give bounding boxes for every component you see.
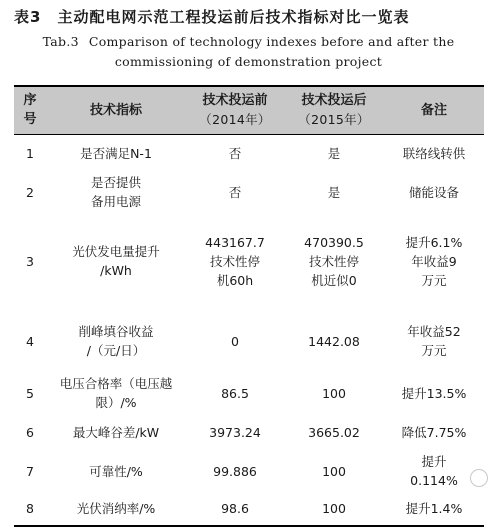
cell-index: 6 bbox=[26, 424, 34, 440]
cell-after-line: 470390.5 bbox=[304, 234, 364, 250]
cell-after-line: 3665.02 bbox=[308, 424, 360, 440]
table-body bbox=[14, 134, 484, 526]
cell-before-line: 机60h bbox=[216, 272, 254, 288]
cell-note-line: 万元 bbox=[421, 343, 447, 358]
cell-after-line: 是 bbox=[327, 184, 341, 200]
table-caption-en-line1 bbox=[0, 32, 497, 52]
table-header bbox=[14, 86, 484, 134]
cell-before-line: 443167.7 bbox=[205, 234, 265, 250]
cell-note bbox=[384, 310, 484, 372]
cell-name bbox=[46, 450, 186, 492]
cell-note-line: 提升13.5% bbox=[401, 385, 467, 401]
cell-after bbox=[284, 212, 384, 310]
cell-name-line: 光伏发电量提升 bbox=[72, 244, 160, 259]
cell-before-line: 86.5 bbox=[221, 385, 249, 401]
header-before-line1: 技术投运前 bbox=[202, 93, 268, 109]
cell-note-line: 提升 bbox=[421, 454, 447, 469]
table-row bbox=[14, 492, 484, 526]
cell-name-line: 是否提供 bbox=[90, 175, 141, 190]
cell-note bbox=[384, 134, 484, 172]
table-row bbox=[14, 310, 484, 372]
header-index bbox=[14, 86, 46, 134]
cell-note-line: 年收益52 bbox=[407, 324, 461, 339]
table-number-cn: 表3 bbox=[14, 8, 42, 26]
cell-after-line: 技术性停 bbox=[308, 253, 359, 269]
cell-after bbox=[284, 450, 384, 492]
cell-name bbox=[46, 492, 186, 526]
header-index-line1: 序 bbox=[23, 93, 37, 109]
cell-name-line: 备用电源 bbox=[90, 194, 141, 209]
cell-note-line: 年收益9 bbox=[411, 253, 457, 269]
table-row bbox=[14, 172, 484, 212]
cell-after-line: 100 bbox=[322, 385, 346, 401]
cell-after bbox=[284, 372, 384, 414]
cell-index: 1 bbox=[26, 145, 34, 161]
cell-name-line: 光伏消纳率/% bbox=[76, 501, 156, 516]
cell-index: 4 bbox=[26, 333, 34, 349]
table-caption-en bbox=[0, 32, 497, 72]
table-row bbox=[14, 134, 484, 172]
cell-before-line: 3973.24 bbox=[209, 424, 261, 440]
cell-note bbox=[384, 492, 484, 526]
cell-before bbox=[186, 492, 284, 526]
cell-name-line: 最大峰谷差/kW bbox=[72, 424, 160, 440]
cell-name bbox=[46, 172, 186, 212]
cell-name bbox=[46, 310, 186, 372]
cell-note-line: 降低7.75% bbox=[401, 424, 467, 440]
header-before bbox=[186, 86, 284, 134]
table-title-en-line1: Comparison of technology indexes before and after the bbox=[88, 34, 455, 49]
cell-note bbox=[384, 450, 484, 492]
header-after bbox=[284, 86, 384, 134]
table-title-cn: 主动配电网示范工程投运前后技术指标对比一览表 bbox=[57, 8, 410, 26]
cell-before bbox=[186, 212, 284, 310]
cell-note-line: 提升1.4% bbox=[405, 501, 463, 516]
cell-index: 2 bbox=[26, 184, 34, 200]
cell-before-line: 0 bbox=[231, 333, 239, 349]
cell-name-line: 可靠性/% bbox=[89, 463, 143, 479]
cell-name-line: 削峰填谷收益 bbox=[78, 324, 154, 339]
cell-before bbox=[186, 310, 284, 372]
cell-name bbox=[46, 372, 186, 414]
cell-name-line: 电压合格率（电压越限）/% bbox=[59, 376, 173, 410]
cell-note-line: 万元 bbox=[421, 272, 447, 288]
header-indicator: 技术指标 bbox=[46, 86, 186, 134]
cell-name-line: /kWh bbox=[100, 263, 132, 278]
cell-index: 5 bbox=[26, 385, 34, 401]
header-after-line2: （2015年） bbox=[298, 112, 370, 128]
cell-after bbox=[284, 492, 384, 526]
cell-index: 3 bbox=[26, 253, 34, 269]
header-row bbox=[14, 86, 484, 134]
cell-after bbox=[284, 134, 384, 172]
watermark bbox=[470, 469, 491, 487]
table-row bbox=[14, 414, 484, 450]
cell-name-line: 是否满足N-1 bbox=[80, 145, 152, 161]
cell-before bbox=[186, 372, 284, 414]
table-title-en-line2: commissioning of demonstration project bbox=[114, 54, 383, 69]
cell-after-line: 100 bbox=[322, 501, 346, 516]
cell-after-line: 机近似0 bbox=[311, 272, 357, 288]
header-note: 备注 bbox=[384, 86, 484, 134]
comparison-table bbox=[14, 85, 484, 527]
cell-note-line: 联络线转供 bbox=[402, 145, 466, 161]
table-row bbox=[14, 372, 484, 414]
cell-name bbox=[46, 212, 186, 310]
cell-after bbox=[284, 310, 384, 372]
header-before-line2: （2014年） bbox=[199, 112, 271, 128]
cell-before-line: 否 bbox=[228, 184, 242, 200]
cell-name bbox=[46, 134, 186, 172]
cell-before bbox=[186, 414, 284, 450]
cell-before-line: 技术性停 bbox=[209, 253, 260, 269]
cell-after bbox=[284, 414, 384, 450]
cell-note-line: 0.114% bbox=[410, 473, 458, 488]
cell-before-line: 否 bbox=[228, 145, 242, 161]
cell-note-line: 提升6.1% bbox=[405, 234, 463, 250]
cell-name-line: /（元/日） bbox=[86, 343, 146, 358]
cell-after bbox=[284, 172, 384, 212]
table-row bbox=[14, 212, 484, 310]
cell-note bbox=[384, 372, 484, 414]
cell-name bbox=[46, 414, 186, 450]
cell-note bbox=[384, 414, 484, 450]
table-caption-cn bbox=[14, 6, 484, 27]
cell-index: 8 bbox=[14, 492, 46, 526]
table-number-en: Tab.3 bbox=[42, 34, 79, 49]
cell-before-line: 99.886 bbox=[213, 463, 257, 479]
cell-before-line: 98.6 bbox=[221, 501, 249, 516]
watermark-logo-icon bbox=[470, 469, 488, 487]
cell-note-line: 储能设备 bbox=[408, 184, 459, 200]
cell-before bbox=[186, 450, 284, 492]
cell-note bbox=[384, 212, 484, 310]
cell-note bbox=[384, 172, 484, 212]
cell-after-line: 是 bbox=[327, 145, 341, 161]
cell-after-line: 1442.08 bbox=[308, 333, 360, 349]
cell-before bbox=[186, 172, 284, 212]
cell-after-line: 100 bbox=[322, 463, 346, 479]
header-after-line1: 技术投运后 bbox=[301, 93, 367, 109]
cell-before bbox=[186, 134, 284, 172]
cell-index: 7 bbox=[26, 463, 34, 479]
table-row bbox=[14, 450, 484, 492]
header-index-line2: 号 bbox=[23, 112, 37, 128]
